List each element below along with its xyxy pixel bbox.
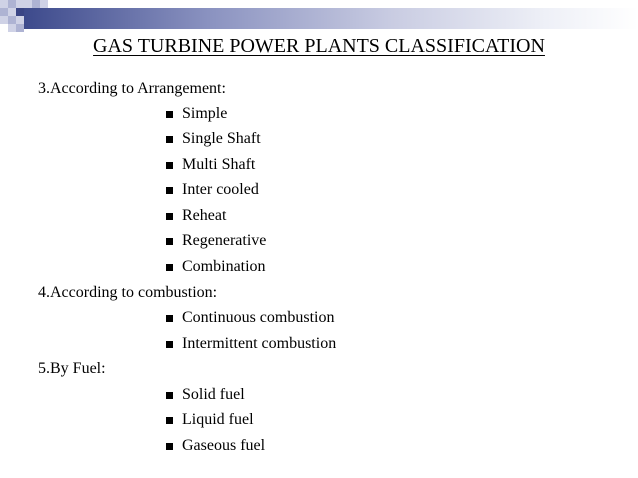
list-item-label: Reheat (182, 207, 227, 224)
list-item (166, 232, 266, 250)
decor-square (0, 0, 8, 8)
list-item (166, 386, 245, 404)
decor-square (0, 16, 8, 24)
decor-square (40, 0, 48, 8)
section-heading: 3.According to Arrangement: (38, 80, 226, 97)
list-item (166, 181, 259, 199)
section-heading: 4.According to combustion: (38, 284, 218, 301)
list-item (166, 258, 266, 276)
square-bullet-icon (166, 162, 173, 169)
list-item-label: Intermittent combustion (182, 335, 337, 352)
decor-square (16, 8, 24, 16)
list-item (166, 105, 227, 123)
list-item (166, 130, 261, 148)
section-heading: 5.By Fuel: (38, 360, 106, 377)
decor-square (8, 8, 16, 16)
list-item-label: Combination (182, 258, 266, 275)
decor-square (8, 16, 16, 24)
square-bullet-icon (166, 417, 173, 424)
list-item (166, 156, 255, 174)
list-item (166, 335, 336, 353)
square-bullet-icon (166, 443, 173, 450)
square-bullet-icon (166, 264, 173, 271)
decor-square (8, 24, 16, 32)
decor-square (16, 0, 24, 8)
square-bullet-icon (166, 392, 173, 399)
list-item-label: Continuous combustion (182, 309, 335, 326)
square-bullet-icon (166, 213, 173, 220)
decor-square (0, 8, 8, 16)
decor-square (8, 0, 16, 8)
header-decoration (0, 0, 638, 38)
slide-title: GAS TURBINE POWER PLANTS CLASSIFICATION (93, 35, 545, 57)
list-item-label: Inter cooled (182, 181, 259, 198)
list-item-label: Liquid fuel (182, 411, 254, 428)
list-item-label: Single Shaft (182, 130, 261, 147)
decor-square (32, 0, 40, 8)
square-bullet-icon (166, 187, 173, 194)
decor-square (24, 0, 32, 8)
list-item-label: Simple (182, 105, 228, 122)
decor-square (16, 24, 24, 32)
list-item (166, 309, 334, 327)
square-bullet-icon (166, 238, 173, 245)
list-item (166, 437, 265, 455)
list-item (166, 207, 226, 225)
list-item-label: Multi Shaft (182, 156, 256, 173)
header-gradient-bar (24, 8, 638, 29)
list-item (166, 411, 254, 429)
list-item-label: Gaseous fuel (182, 437, 266, 454)
square-bullet-icon (166, 315, 173, 322)
decor-square (16, 16, 24, 24)
square-bullet-icon (166, 341, 173, 348)
square-bullet-icon (166, 111, 173, 118)
square-bullet-icon (166, 136, 173, 143)
list-item-label: Solid fuel (182, 386, 245, 403)
list-item-label: Regenerative (182, 232, 267, 249)
